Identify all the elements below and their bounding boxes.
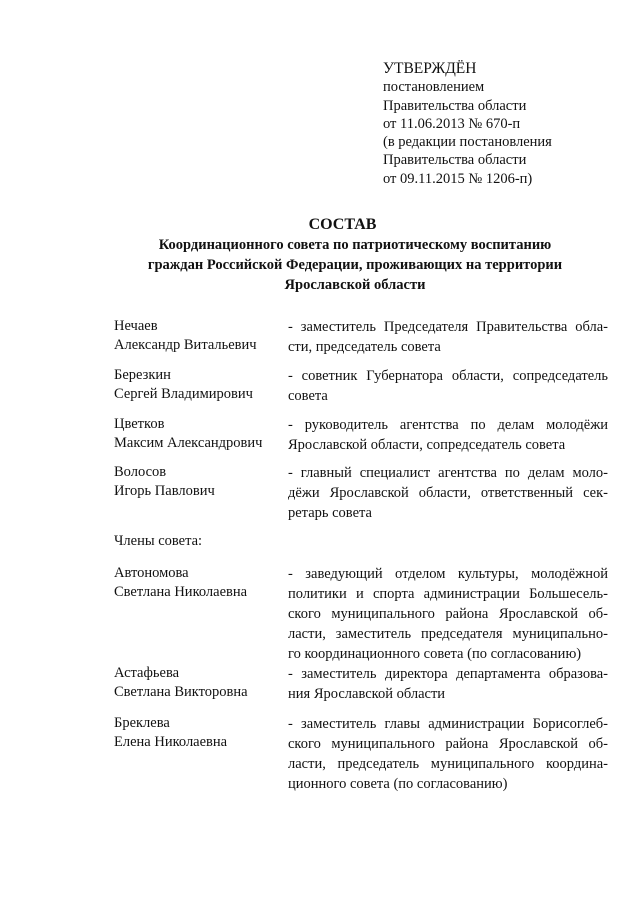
role-line: ласти, председатель муниципального координа- [288, 756, 608, 772]
document-heading [0, 214, 640, 295]
person-role [288, 366, 608, 406]
role-line: сти, председатель совета [288, 339, 441, 355]
person-role [288, 317, 608, 357]
person-given-names: Сергей Владимирович [114, 385, 253, 402]
role-line: - заместитель главы администрации Борисоглеб- [288, 716, 608, 732]
person-name [114, 664, 284, 701]
role-line: - заместитель директора департамента образова- [288, 666, 608, 682]
role-line: ния Ярославской области [288, 686, 446, 702]
person-given-names: Александр Витальевич [114, 336, 257, 353]
person-surname: Бреклева [114, 715, 170, 731]
person-surname: Волосов [114, 464, 167, 480]
role-line: ласти, заместитель председателя муниципально- [288, 626, 608, 642]
role-line: дёжи Ярославской области, ответственный сек- [288, 485, 608, 501]
person-given-names: Елена Николаевна [114, 733, 228, 750]
person-given-names: Максим Александрович [114, 434, 263, 451]
person-role [288, 714, 608, 794]
person-name [114, 415, 284, 452]
role-line: - заведующий отделом культуры, молодёжной [288, 566, 608, 582]
document-title: СОСТАВ [308, 216, 377, 233]
approval-line: от 11.06.2013 № 670-п [383, 115, 521, 132]
person-role [288, 564, 608, 664]
person-name [114, 463, 284, 500]
role-line: политики и спорта администрации Большесель- [288, 586, 608, 602]
approval-line: от 09.11.2015 № 1206-п) [383, 170, 533, 187]
approval-block [383, 60, 552, 188]
role-line: - главный специалист агентства по делам моло- [288, 465, 608, 481]
approval-line: УТВЕРЖДЁН [383, 60, 477, 77]
members-section-label: Члены совета: [114, 533, 203, 549]
person-surname: Цветков [114, 416, 165, 432]
person-name [114, 366, 284, 403]
person-surname: Березкин [114, 367, 171, 383]
role-line: совета [288, 388, 328, 404]
person-role [288, 463, 608, 523]
approval-line: постановлением [383, 79, 485, 96]
approval-line: (в редакции постановления [383, 134, 552, 151]
person-surname: Астафьева [114, 665, 180, 681]
person-given-names: Светлана Викторовна [114, 683, 248, 700]
person-role [288, 664, 608, 704]
role-line: ского муниципального района Ярославской об- [288, 606, 608, 622]
role-line: ретарь совета [288, 505, 372, 521]
role-line: ского муниципального района Ярославской об- [288, 736, 608, 752]
role-line: Ярославской области, сопредседатель совета [288, 437, 566, 453]
role-line: - заместитель Председателя Правительства обла- [288, 319, 608, 335]
heading-line: граждан Российской Федерации, проживающих на территории [147, 257, 563, 273]
person-surname: Нечаев [114, 318, 158, 334]
person-name [114, 714, 284, 751]
person-given-names: Светлана Николаевна [114, 583, 248, 600]
approval-line: Правительства области [383, 97, 527, 114]
heading-line: Координационного совета по патриотическому воспитанию [158, 237, 552, 253]
approval-line: Правительства области [383, 152, 527, 169]
person-name [114, 317, 284, 354]
heading-line: Ярославской области [284, 277, 426, 293]
person-role [288, 415, 608, 455]
role-line: ционного совета (по согласованию) [288, 776, 508, 792]
role-line: - советник Губернатора области, сопредседатель [288, 368, 608, 384]
person-name [114, 564, 284, 601]
role-line: го координационного совета (по согласованию) [288, 646, 582, 662]
person-surname: Автономова [114, 565, 189, 581]
person-given-names: Игорь Павлович [114, 482, 215, 499]
role-line: - руководитель агентства по делам молодёжи [288, 417, 608, 433]
